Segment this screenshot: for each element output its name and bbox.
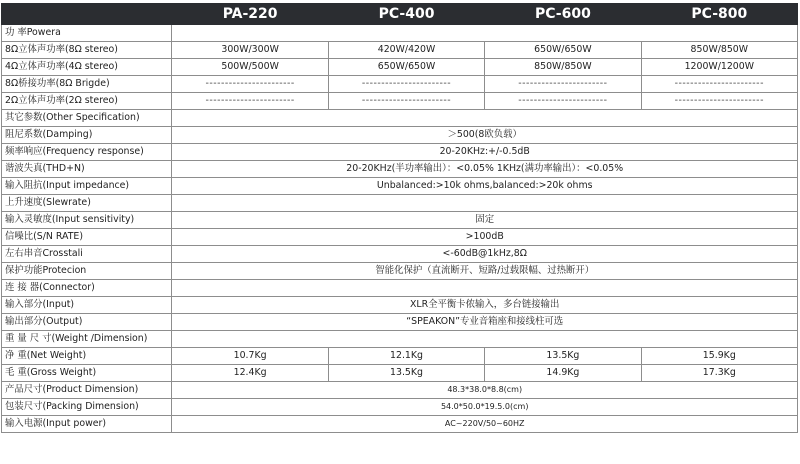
spec-value: ＞500(8欧负载） [172,127,798,144]
spec-label: 毛 重(Gross Weight) [2,365,172,382]
section-row [2,280,798,297]
spec-row [2,348,798,365]
spec-row [2,178,798,195]
spec-row [2,263,798,280]
spec-value: 650W/650W [485,42,641,59]
spec-row [2,144,798,161]
dash-placeholder: ----------------------- [328,76,484,93]
model-header: PC-400 [328,4,484,25]
spec-label: 8Ω桥接功率(8Ω Brigde) [2,76,172,93]
spec-label: 8Ω立体声功率(8Ω stereo) [2,42,172,59]
spec-row [2,127,798,144]
spec-label: 功 率Powera [2,25,172,42]
model-header: PC-600 [485,4,641,25]
model-header: PA-220 [172,4,328,25]
spec-value: 13.5Kg [485,348,641,365]
spec-value: 850W/850W [641,42,797,59]
spec-label: 阻尼系数(Damping) [2,127,172,144]
spec-row [2,416,798,433]
spec-value: XLR全平衡卡侬输入，多台链接输出 [172,297,798,314]
spec-row [2,59,798,76]
dash-placeholder: ----------------------- [485,76,641,93]
spec-value: 300W/300W [172,42,328,59]
dash-placeholder: ----------------------- [172,93,328,110]
empty-cell [172,195,798,212]
dash-placeholder: ----------------------- [485,93,641,110]
spec-value: AC~220V/50~60HZ [172,416,798,433]
spec-value: 20-20KHz:+/-0.5dB [172,144,798,161]
spec-value: 20-20KHz(半功率输出）：<0.05% 1KHz(满功率输出）：<0.05% [172,161,798,178]
spec-label: 频率响应(Frequency response) [2,144,172,161]
dash-placeholder: ----------------------- [328,93,484,110]
spec-label: 左右串音Crosstali [2,246,172,263]
spec-label: 连 接 器(Connector) [2,280,172,297]
spec-value: 850W/850W [485,59,641,76]
model-header-row [2,4,798,25]
section-row [2,110,798,127]
spec-label: 谐波失真(THD+N) [2,161,172,178]
section-row [2,25,798,42]
spec-value: 10.7Kg [172,348,328,365]
spec-value: 14.9Kg [485,365,641,382]
spec-label: 4Ω立体声功率(4Ω stereo) [2,59,172,76]
spec-row [2,365,798,382]
spec-label: 输入阻抗(Input impedance) [2,178,172,195]
spec-row [2,382,798,399]
spec-value: 12.4Kg [172,365,328,382]
spec-label: 上升速度(Slewrate) [2,195,172,212]
spec-value: 48.3*38.0*8.8(cm) [172,382,798,399]
spec-label: 输入电源(Input power) [2,416,172,433]
spec-row [2,314,798,331]
spec-value: 1200W/1200W [641,59,797,76]
spec-label: 输入部分(Input) [2,297,172,314]
spec-label: 2Ω立体声功率(2Ω stereo) [2,93,172,110]
spec-value: “SPEAKON”专业音箱座和接线柱可选 [172,314,798,331]
spec-row [2,229,798,246]
spec-label: 输入灵敏度(Input sensitivity) [2,212,172,229]
spec-table [1,3,798,433]
empty-cell [172,331,798,348]
spec-value: 15.9Kg [641,348,797,365]
spec-label: 其它参数(Other Specification) [2,110,172,127]
spec-value: 650W/650W [328,59,484,76]
spec-row [2,76,798,93]
dash-placeholder: ----------------------- [641,76,797,93]
empty-cell [172,280,798,297]
spec-row [2,42,798,59]
spec-value: >100dB [172,229,798,246]
spec-label: 包装尺寸(Packing Dimension) [2,399,172,416]
spec-row [2,161,798,178]
spec-label: 重 量 尺 寸(Weight /Dimension) [2,331,172,348]
spec-value: 54.0*50.0*19.5.0(cm) [172,399,798,416]
dash-placeholder: ----------------------- [172,76,328,93]
spec-value: 13.5Kg [328,365,484,382]
spec-value: 500W/500W [172,59,328,76]
spec-label: 净 重(Net Weight) [2,348,172,365]
empty-cell [172,25,798,42]
spec-value: 420W/420W [328,42,484,59]
spec-value: Unbalanced:>10k ohms,balanced:>20k ohms [172,178,798,195]
section-row [2,195,798,212]
section-row [2,331,798,348]
spec-row [2,93,798,110]
spec-row [2,212,798,229]
spec-body [2,25,798,433]
spec-row [2,246,798,263]
spec-label: 产品尺寸(Product Dimension) [2,382,172,399]
spec-value: <-60dB@1kHz,8Ω [172,246,798,263]
spec-label: 输出部分(Output) [2,314,172,331]
spec-row [2,399,798,416]
spec-row [2,297,798,314]
spec-label: 保护功能Protecion [2,263,172,280]
empty-cell [172,110,798,127]
model-header: PC-800 [641,4,797,25]
spec-value: 智能化保护（直流断开、短路/过载限幅、过热断开） [172,263,798,280]
header-corner [2,4,172,25]
spec-value: 固定 [172,212,798,229]
dash-placeholder: ----------------------- [641,93,797,110]
spec-label: 信噪比(S/N RATE) [2,229,172,246]
spec-value: 12.1Kg [328,348,484,365]
spec-value: 17.3Kg [641,365,797,382]
